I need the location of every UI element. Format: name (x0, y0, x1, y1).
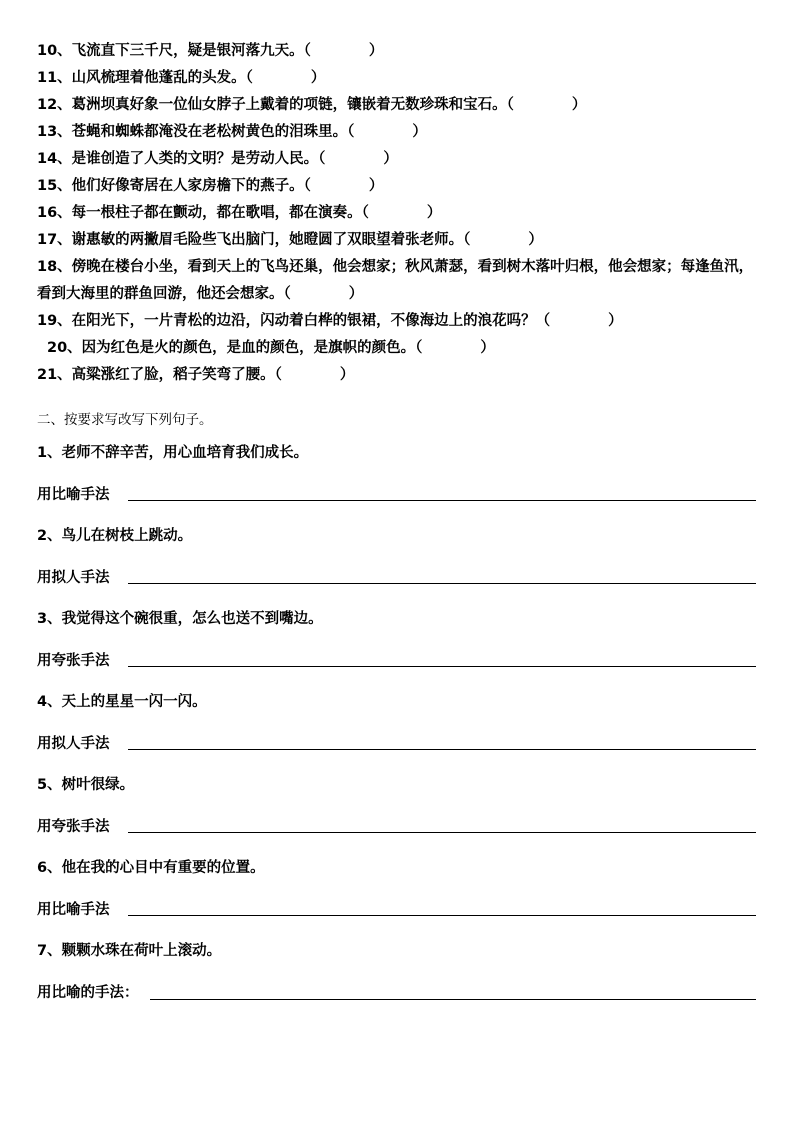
item-sentence-7: 7、颗颗水珠在荷叶上滚动。 (37, 943, 222, 959)
question-14: 14、是谁创造了人类的文明？是劳动人民。（ ） (37, 151, 398, 167)
section-title: 二、按要求写改写下列句子。 (37, 412, 213, 428)
question-19: 19、在阳光下，一片青松的边沿，闪动着白桦的银裙，不像海边上的浪花吗？（ ） (37, 313, 623, 329)
item-sentence-1: 1、老师不辞辛苦，用心血培育我们成长。 (37, 445, 309, 461)
answer-line-5[interactable] (128, 832, 756, 833)
question-10: 10、飞流直下三千尺，疑是银河落九天。（ ） (37, 43, 384, 59)
item-prompt-3: 用夸张手法 (37, 653, 110, 669)
answer-line-2[interactable] (128, 583, 756, 584)
item-prompt-1: 用比喻手法 (37, 487, 110, 503)
question-15: 15、他们好像寄居在人家房檐下的燕子。（ ） (37, 178, 384, 194)
item-prompt-2: 用拟人手法 (37, 570, 110, 586)
answer-line-4[interactable] (128, 749, 756, 750)
answer-line-6[interactable] (128, 915, 756, 916)
item-sentence-2: 2、鸟儿在树枝上跳动。 (37, 528, 193, 544)
item-sentence-3: 3、我觉得这个碗很重，怎么也送不到嘴边。 (37, 611, 323, 627)
answer-line-3[interactable] (128, 666, 756, 667)
item-sentence-5: 5、树叶很绿。 (37, 777, 135, 793)
question-21: 21、高粱涨红了脸，稻子笑弯了腰。（ ） (37, 367, 355, 383)
item-prompt-7: 用比喻的手法： (37, 985, 139, 1001)
answer-line-1[interactable] (128, 500, 756, 501)
item-sentence-4: 4、天上的星星一闪一闪。 (37, 694, 207, 710)
item-prompt-4: 用拟人手法 (37, 736, 110, 752)
question-12: 12、葛洲坝真好象一位仙女脖子上戴着的项链，镶嵌着无数珍珠和宝石。（ ） (37, 97, 587, 113)
question-11: 11、山风梳理着他蓬乱的头发。（ ） (37, 70, 326, 86)
question-17: 17、谢惠敏的两撇眉毛险些飞出脑门，她瞪圆了双眼望着张老师。（ ） (37, 232, 543, 248)
question-18: 18、傍晚在楼台小坐，看到天上的飞鸟还巢，他会想家；秋风萧瑟，看到树木落叶归根，他会想家；每逢鱼汛，看到大海里的群鱼回游，他还会想家。（ ） (37, 259, 754, 302)
item-prompt-6: 用比喻手法 (37, 902, 110, 918)
question-13: 13、苍蝇和蜘蛛都淹没在老松树黄色的泪珠里。（ ） (37, 124, 427, 140)
question-16: 16、每一根柱子都在颤动，都在歌唱，都在演奏。（ ） (37, 205, 442, 221)
item-prompt-5: 用夸张手法 (37, 819, 110, 835)
item-sentence-6: 6、他在我的心目中有重要的位置。 (37, 860, 265, 876)
question-20: 20、因为红色是火的颜色，是血的颜色，是旗帜的颜色。（ ） (47, 340, 495, 356)
answer-line-7[interactable] (150, 999, 756, 1000)
